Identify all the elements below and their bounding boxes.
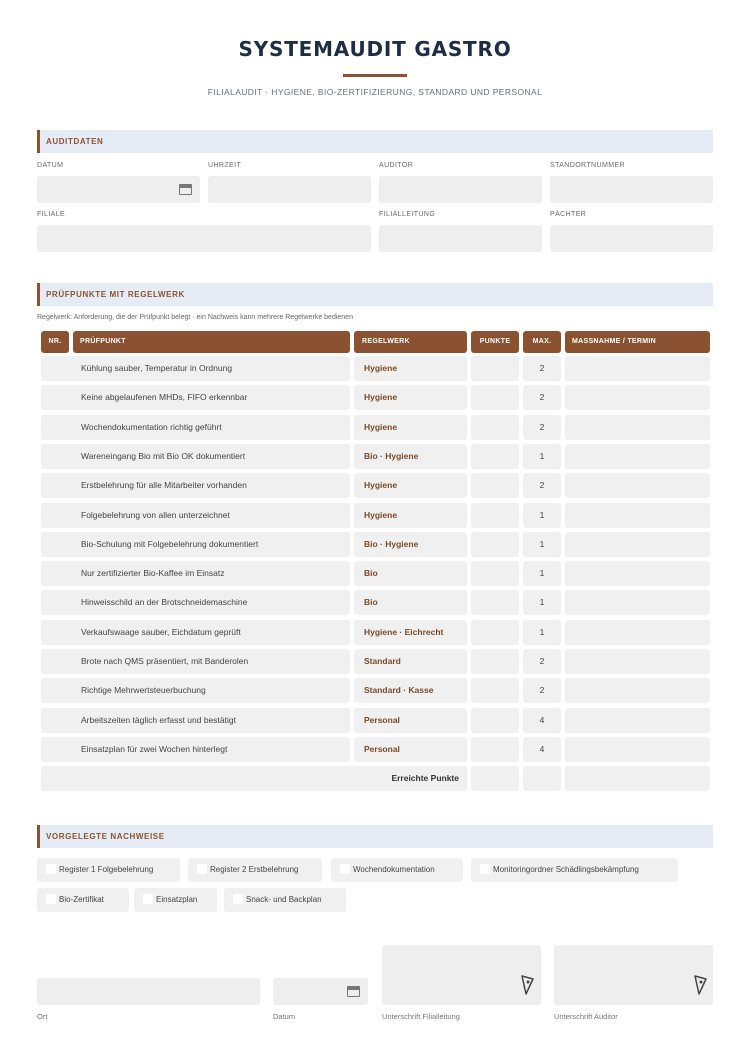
row-massnahme-input[interactable] [565,385,710,410]
row-pruefpunkt-cell: Brote nach QMS präsentiert, mit Banderolen [41,649,350,674]
row-max-cell: 4 [523,737,561,762]
row-max-cell: 2 [523,385,561,410]
column-header-punkte: PUNKTE [471,331,519,353]
row-massnahme-input[interactable] [565,415,710,440]
row-pruefpunkt-cell: Kühlung sauber, Temperatur in Ordnung [41,356,350,381]
row-massnahme-input[interactable] [565,649,710,674]
row-massnahme-input[interactable] [565,620,710,645]
row-punkte-input[interactable] [471,561,519,586]
row-max-cell: 1 [523,620,561,645]
row-max-cell: 1 [523,561,561,586]
row-regelwerk-cell: Standard · Kasse [354,678,467,703]
row-max-cell: 2 [523,473,561,498]
auditor-field[interactable] [379,176,542,203]
row-punkte-input[interactable] [471,444,519,469]
section-pruefpunkte-heading: PRÜFPUNKTE MIT REGELWERK [37,283,713,306]
column-header-pruefpunkt: PRÜFPUNKT [73,331,350,353]
row-massnahme-input[interactable] [565,532,710,557]
row-max-cell: 2 [523,649,561,674]
row-massnahme-input[interactable] [565,473,710,498]
row-punkte-input[interactable] [471,473,519,498]
row-massnahme-input[interactable] [565,678,710,703]
checkbox-icon[interactable] [143,894,153,904]
checkbox-icon[interactable] [46,864,56,874]
row-punkte-input[interactable] [471,737,519,762]
uhrzeit-field[interactable] [208,176,371,203]
row-punkte-input[interactable] [471,708,519,733]
row-regelwerk-cell: Hygiene [354,415,467,440]
total-massnahme-cell [565,766,710,791]
total-max-cell [523,766,561,791]
row-pruefpunkt-cell: Bio-Schulung mit Folgebelehrung dokumentiert [41,532,350,557]
row-pruefpunkt-cell: Arbeitszeiten täglich erfasst und bestätigt [41,708,350,733]
row-max-cell: 1 [523,444,561,469]
row-massnahme-input[interactable] [565,708,710,733]
row-max-cell: 1 [523,532,561,557]
row-regelwerk-cell: Bio [354,561,467,586]
checkbox-icon[interactable] [480,864,490,874]
row-regelwerk-cell: Standard [354,649,467,674]
document-title: SYSTEMAUDIT GASTRO [238,37,512,61]
filialleitung-label: FILIALLEITUNG [379,211,436,218]
paechter-label: PÄCHTER [550,211,587,218]
title-divider [343,74,407,77]
nachweis-monitoringordner-checkbox[interactable]: Monitoringordner Schädlingsbekämpfung [471,858,678,882]
row-pruefpunkt-cell: Wareneingang Bio mit Bio OK dokumentiert [41,444,350,469]
row-massnahme-input[interactable] [565,737,710,762]
filiale-field[interactable] [37,225,371,252]
row-punkte-input[interactable] [471,649,519,674]
row-pruefpunkt-cell: Erstbelehrung für alle Mitarbeiter vorhanden [41,473,350,498]
nachweis-register1-checkbox[interactable]: Register 1 Folgebelehrung [37,858,180,882]
uhrzeit-label: UHRZEIT [208,162,242,169]
row-regelwerk-cell: Bio · Hygiene [354,444,467,469]
row-regelwerk-cell: Hygiene [354,385,467,410]
calendar-icon[interactable] [179,184,192,195]
row-massnahme-input[interactable] [565,503,710,528]
row-pruefpunkt-cell: Keine abgelaufenen MHDs, FIFO erkennbar [41,385,350,410]
nachweis-register2-checkbox[interactable]: Register 2 Erstbelehrung [188,858,322,882]
row-regelwerk-cell: Hygiene [354,473,467,498]
row-massnahme-input[interactable] [565,444,710,469]
row-pruefpunkt-cell: Einsatzplan für zwei Wochen hinterlegt [41,737,350,762]
row-punkte-input[interactable] [471,385,519,410]
row-max-cell: 4 [523,708,561,733]
row-regelwerk-cell: Personal [354,737,467,762]
total-points-label: Erreichte Punkte [41,766,467,791]
checkbox-icon[interactable] [233,894,243,904]
row-regelwerk-cell: Personal [354,708,467,733]
signature-auditor-field[interactable] [554,945,713,1005]
nachweis-einsatzplan-checkbox[interactable]: Einsatzplan [134,888,217,912]
column-header-massnahme: MASSNAHME / TERMIN [565,331,710,353]
auditor-label: AUDITOR [379,162,414,169]
pen-icon [520,975,534,995]
signature-filialleitung-label: Unterschrift Filialleitung [382,1012,460,1021]
row-punkte-input[interactable] [471,503,519,528]
row-regelwerk-cell: Bio [354,590,467,615]
datum-label: DATUM [37,162,64,169]
datum-signature-label: Datum [273,1012,296,1021]
standortnummer-field[interactable] [550,176,713,203]
row-punkte-input[interactable] [471,415,519,440]
document-subtitle: FILIALAUDIT · HYGIENE, BIO-ZERTIFIZIERUNG, STANDARD UND PERSONAL [207,87,543,97]
nachweis-wochendokumentation-checkbox[interactable]: Wochendokumentation [331,858,463,882]
column-header-nr: NR. [41,331,69,353]
standortnummer-label: STANDORTNUMMER [550,162,625,169]
checkbox-icon[interactable] [197,864,207,874]
filiale-label: FILIALE [37,211,66,218]
row-massnahme-input[interactable] [565,561,710,586]
column-header-regelwerk: REGELWERK [354,331,467,353]
checkbox-icon[interactable] [46,894,56,904]
row-pruefpunkt-cell: Hinweisschild an der Brotschneidemaschine [41,590,350,615]
signature-filialleitung-field[interactable] [382,945,541,1005]
row-massnahme-input[interactable] [565,356,710,381]
filialleitung-field[interactable] [379,225,542,252]
row-punkte-input[interactable] [471,356,519,381]
paechter-field[interactable] [550,225,713,252]
row-max-cell: 2 [523,678,561,703]
row-max-cell: 2 [523,356,561,381]
nachweis-bio-zertifikat-checkbox[interactable]: Bio-Zertifikat [37,888,129,912]
row-massnahme-input[interactable] [565,590,710,615]
regelwerk-note: Regelwerk: Anforderung, die der Prüfpunkt belegt · ein Nachweis kann mehrere Regelwerke bedienen [37,314,353,321]
row-max-cell: 1 [523,590,561,615]
section-nachweise-heading: VORGELEGTE NACHWEISE [37,825,713,848]
row-regelwerk-cell: Hygiene · Eichrecht [354,620,467,645]
row-punkte-input[interactable] [471,532,519,557]
column-header-max: MAX. [523,331,561,353]
ort-label: Ort [37,1012,48,1021]
nachweis-snack-backplan-checkbox[interactable]: Snack- und Backplan [224,888,346,912]
row-punkte-input[interactable] [471,590,519,615]
row-punkte-input[interactable] [471,678,519,703]
section-auditdaten-heading: AUDITDATEN [37,130,713,153]
row-regelwerk-cell: Hygiene [354,356,467,381]
row-pruefpunkt-cell: Wochendokumentation richtig geführt [41,415,350,440]
pen-icon [693,975,707,995]
row-pruefpunkt-cell: Verkaufswaage sauber, Eichdatum geprüft [41,620,350,645]
checkbox-icon[interactable] [340,864,350,874]
row-pruefpunkt-cell: Folgebelehrung von allen unterzeichnet [41,503,350,528]
row-punkte-input[interactable] [471,620,519,645]
row-regelwerk-cell: Bio · Hygiene [354,532,467,557]
row-pruefpunkt-cell: Richtige Mehrwertsteuerbuchung [41,678,350,703]
ort-field[interactable] [37,978,260,1005]
total-punkte-input[interactable] [471,766,519,791]
datum-signature-field[interactable] [273,978,368,1005]
row-regelwerk-cell: Hygiene [354,503,467,528]
datum-field[interactable] [37,176,200,203]
row-pruefpunkt-cell: Nur zertifizierter Bio-Kaffee im Einsatz [41,561,350,586]
row-max-cell: 2 [523,415,561,440]
signature-auditor-label: Unterschrift Auditor [554,1012,618,1021]
row-max-cell: 1 [523,503,561,528]
calendar-icon[interactable] [347,986,360,997]
